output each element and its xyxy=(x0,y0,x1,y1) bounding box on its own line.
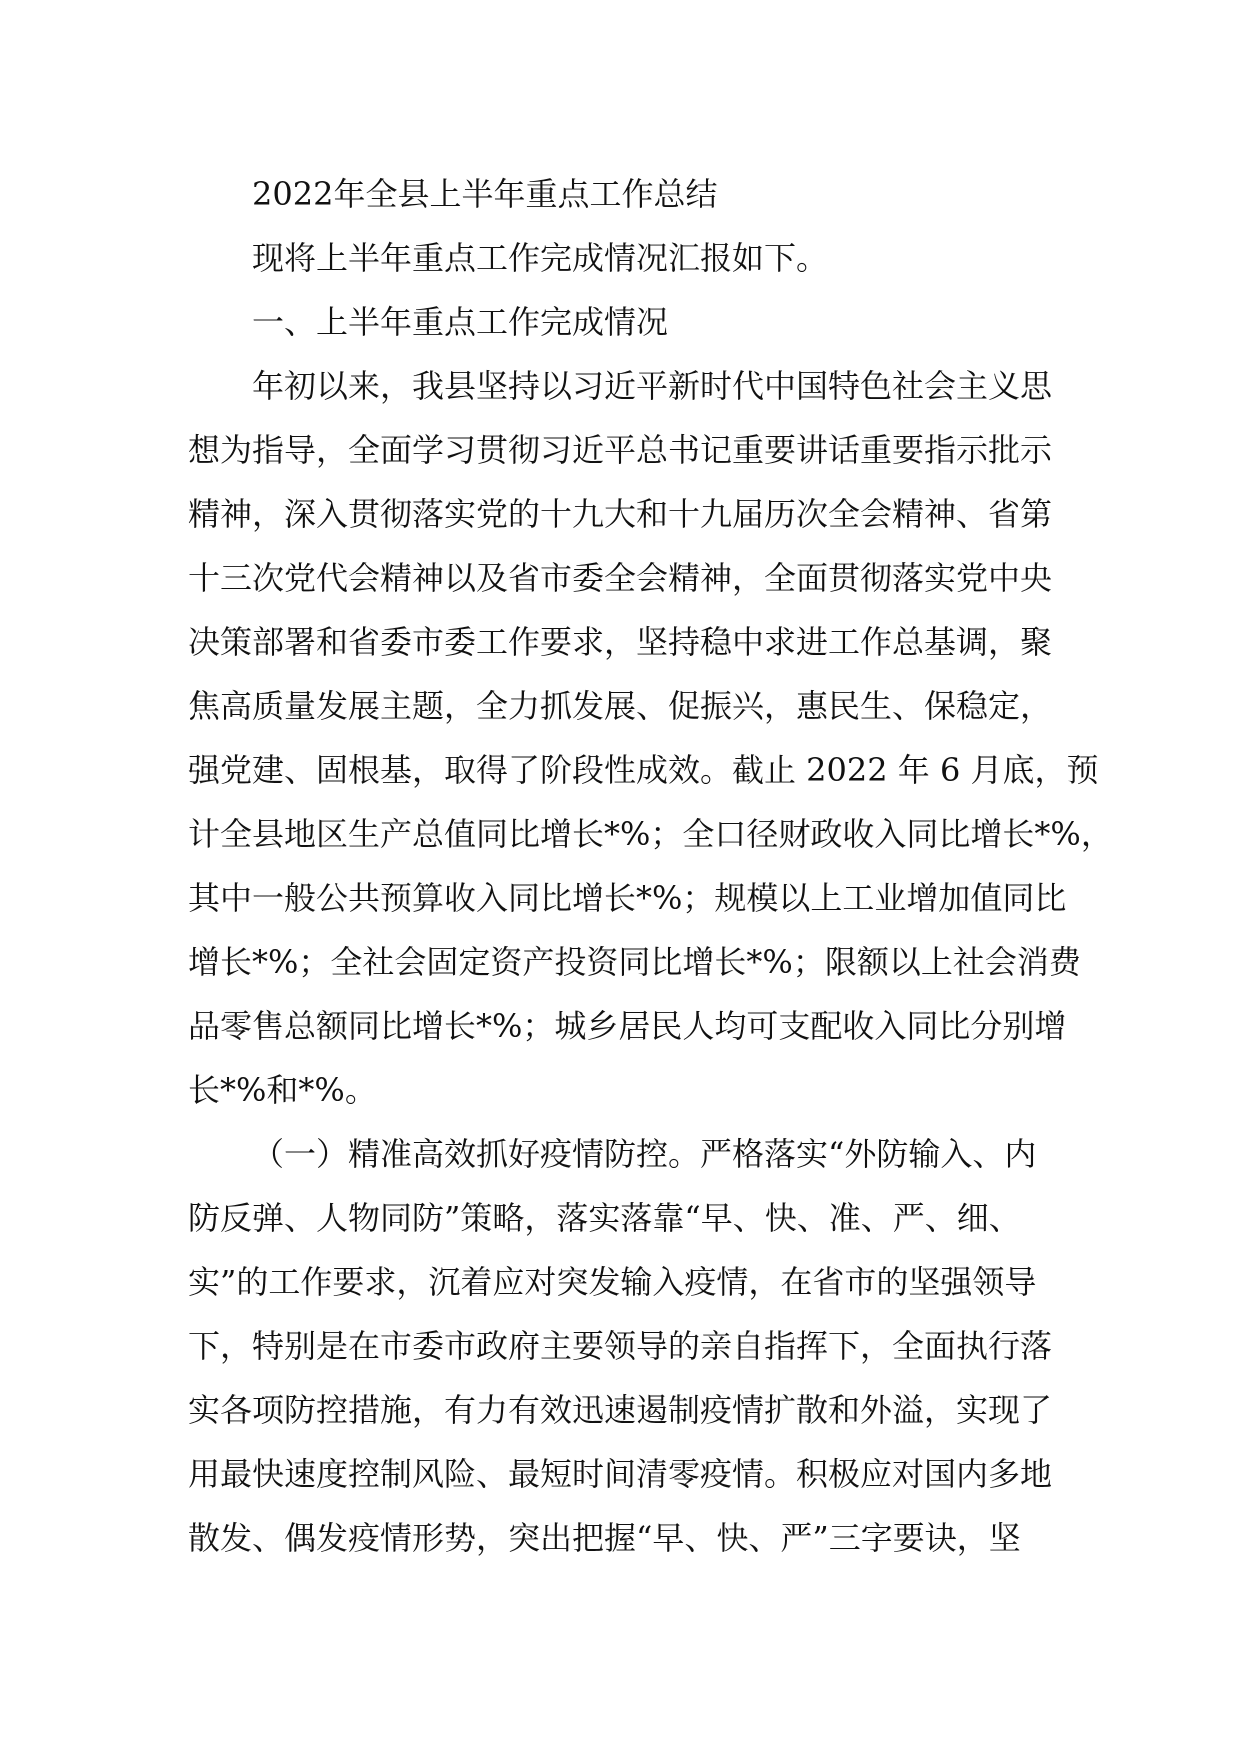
paragraph-line: （一）精准高效抓好疫情防控。严格落实“外防输入、内 xyxy=(252,1135,1037,1173)
document-body xyxy=(188,162,1113,1570)
paragraph-line: 焦高质量发展主题，全力抓发展、促振兴，惠民生、保稳定， xyxy=(188,687,1053,725)
paragraph-line: 长*%和*%。 xyxy=(188,1071,377,1109)
document-title: 2022年全县上半年重点工作总结 xyxy=(252,175,718,213)
paragraph-line: 下，特别是在市委市政府主要领导的亲自指挥下，全面执行落 xyxy=(188,1327,1053,1365)
summary-paragraph xyxy=(188,354,1113,1122)
section-heading: 一、上半年重点工作完成情况 xyxy=(252,303,669,341)
intro-sentence: 现将上半年重点工作完成情况汇报如下。 xyxy=(252,239,829,277)
paragraph-line: 计全县地区生产总值同比增长*%；全口径财政收入同比增长*%， xyxy=(188,815,1113,853)
paragraph-line: 十三次党代会精神以及省市委全会精神，全面贯彻落实党中央 xyxy=(188,559,1053,597)
paragraph-line: 品零售总额同比增长*%；城乡居民人均可支配收入同比分别增 xyxy=(188,1007,1067,1045)
paragraph-line: 精神，深入贯彻落实党的十九大和十九届历次全会精神、省第 xyxy=(188,495,1053,533)
paragraph-line: 实各项防控措施，有力有效迅速遏制疫情扩散和外溢，实现了 xyxy=(188,1391,1053,1429)
paragraph-line: 强党建、固根基，取得了阶段性成效。截止 2022 年 6 月底，预 xyxy=(188,751,1099,789)
paragraph-line: 实”的工作要求，沉着应对突发输入疫情，在省市的坚强领导 xyxy=(188,1263,1037,1301)
paragraph-line: 决策部署和省委市委工作要求，坚持稳中求进工作总基调，聚 xyxy=(188,623,1053,661)
paragraph-line: 想为指导，全面学习贯彻习近平总书记重要讲话重要指示批示 xyxy=(188,431,1053,469)
paragraph-line: 防反弹、人物同防”策略，落实落靠“早、快、准、严、细、 xyxy=(188,1199,1021,1237)
paragraph-line: 其中一般公共预算收入同比增长*%；规模以上工业增加值同比 xyxy=(188,879,1067,917)
epidemic-control-paragraph xyxy=(188,1122,1053,1570)
paragraph-line: 散发、偶发疫情形势，突出把握“早、快、严”三字要诀，坚 xyxy=(188,1519,1021,1557)
paragraph-line: 增长*%；全社会固定资产投资同比增长*%；限额以上社会消费 xyxy=(188,943,1081,981)
paragraph-line: 用最快速度控制风险、最短时间清零疫情。积极应对国内多地 xyxy=(188,1455,1053,1493)
paragraph-line: 年初以来，我县坚持以习近平新时代中国特色社会主义思 xyxy=(252,367,1053,405)
